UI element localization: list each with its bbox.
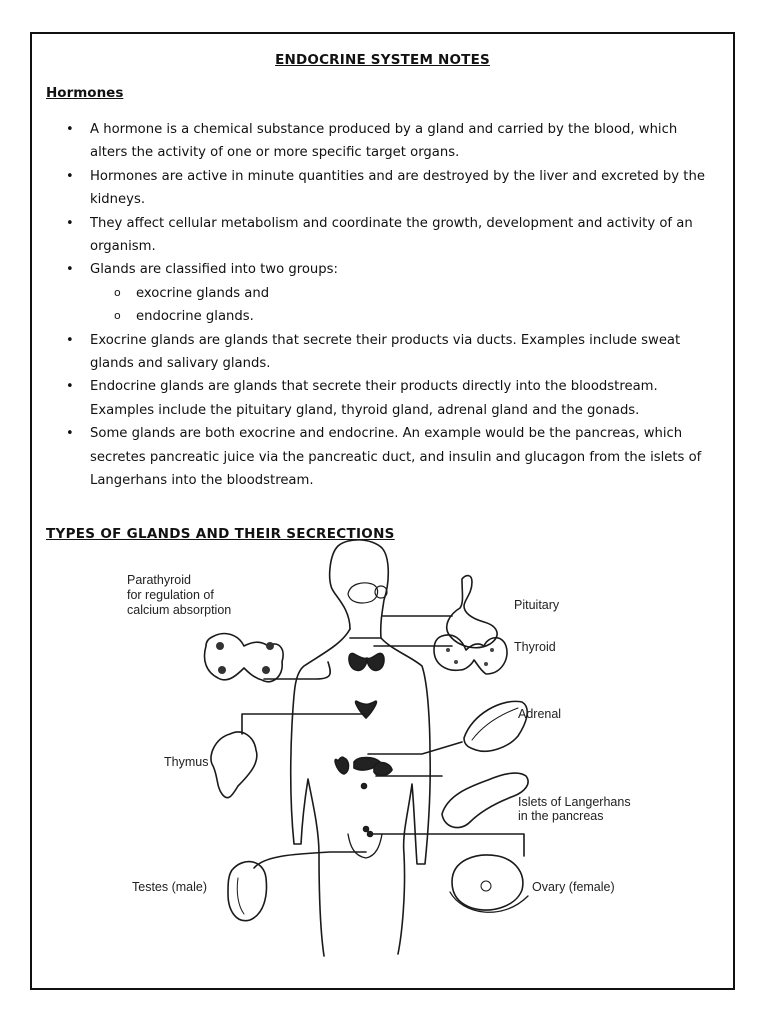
parathyroid-label-sub1: for regulation of <box>127 588 214 602</box>
worksheet-page <box>30 32 735 990</box>
testes-label: Testes (male) <box>132 880 208 894</box>
bullet-item: • Exocrine glands are glands that secrete their products via ducts. Examples include sweat glands and salivary glands. <box>66 329 716 376</box>
thyroid-illustration <box>434 635 507 674</box>
pancreas-illustration <box>442 773 528 828</box>
bullet-item: • They affect cellular metabolism and coordinate the growth, development and activity of an organism. <box>66 212 716 259</box>
endocrine-diagram <box>32 34 737 992</box>
islets-label-sub: in the pancreas <box>518 809 604 823</box>
bullet-item: • Hormones are active in minute quantities and are destroyed by the liver and excreted by the kidneys. <box>66 165 716 212</box>
human-body-outline <box>330 540 431 954</box>
bullet-item: • Glands are classified into two groups: o exocrine glands and o endocrine glands. <box>66 258 716 328</box>
thyroid-label: Thyroid <box>514 640 556 654</box>
types-heading: TYPES OF GLANDS AND THEIR SECRECTIONS <box>46 526 395 542</box>
parathyroid-label: Parathyroid <box>127 573 191 587</box>
adrenal-label: Adrenal <box>518 707 562 721</box>
ovary-illustration <box>452 855 523 910</box>
testis-illustration <box>228 862 266 921</box>
parathyroid-illustration <box>205 634 284 682</box>
thymus-label: Thymus <box>164 755 209 769</box>
bullet-item: • Some glands are both exocrine and endocrine. An example would be the pancreas, which secretes pancreatic juice via the pancreatic duct, and insulin and glucagon from the islets of Langerhans into the bloodstream. <box>66 422 716 492</box>
parathyroid-label-sub2: calcium absorption <box>127 603 232 617</box>
islets-label: Islets of Langerhans <box>518 795 631 809</box>
sub-bullet-item: o exocrine glands and <box>114 282 716 305</box>
pituitary-label: Pituitary <box>514 598 560 612</box>
ovary-label: Ovary (female) <box>532 880 615 894</box>
sub-bullet-item: o endocrine glands. <box>114 305 716 328</box>
hormones-heading: Hormones <box>46 85 124 101</box>
page-title: ENDOCRINE SYSTEM NOTES <box>275 52 490 68</box>
bullet-item: • A hormone is a chemical substance produced by a gland and carried by the blood, which alters the activity of one or more specific target organs. <box>66 118 716 165</box>
thymus-illustration <box>211 732 257 798</box>
bullet-item: • Endocrine glands are glands that secrete their products directly into the bloodstream. Examples include the pituitary gland, thyroid gland, adrenal gland and the gonads. <box>66 375 716 422</box>
